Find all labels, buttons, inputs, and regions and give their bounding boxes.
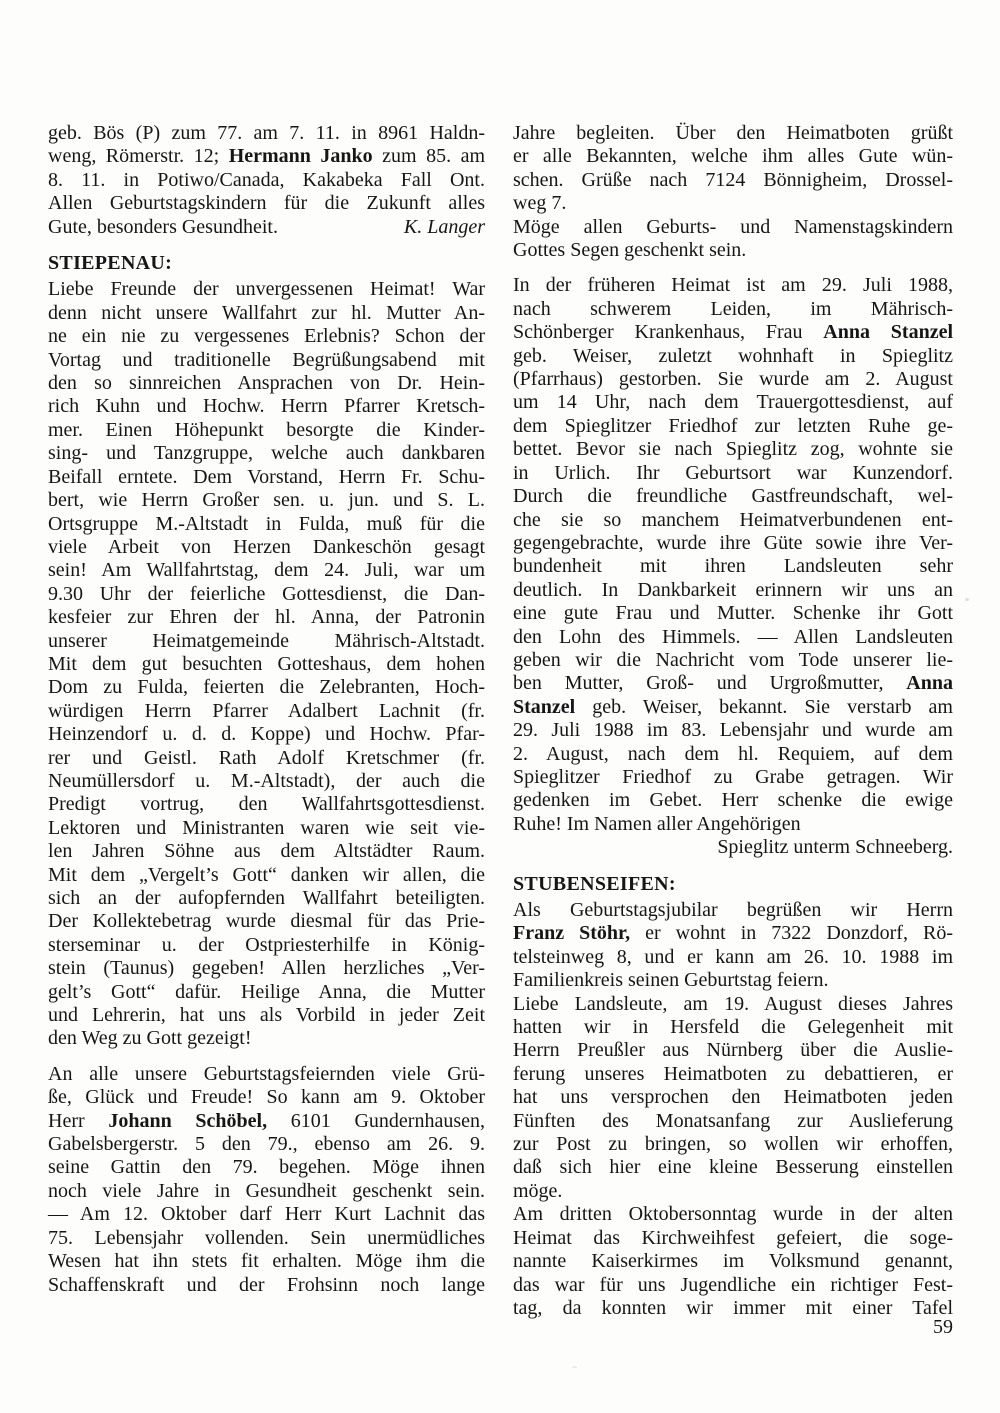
text-line: Möge allen Geburts- und Namenstagskindern [513,215,953,238]
text-line: Gabelsbergerstr. 5 den 79., ebenso am 26. 9. [48,1133,485,1156]
text-line: um 14 Uhr, nach dem Trauergottesdienst, auf [513,391,953,414]
text-line: das war für uns Jugendliche ein richtiger Fest- [513,1273,953,1296]
text-line: Beifall erntete. Dem Vorstand, Herrn Fr. Schu- [48,465,485,488]
text-line: gegengebrachte, wurde ihre Güte sowie ihre Ver- [513,531,953,554]
paragraph [48,1063,485,1297]
text-line: viele Arbeit von Herzen Dankeschön gesagt [48,535,485,558]
text-line: Ruhe! Im Namen aller Angehörigen [513,812,801,835]
text-line: Ortsgruppe M.-Altstadt in Fulda, muß für die [48,512,485,535]
text-line: Schönberger Krankenhaus, Frau Anna Stanzel [513,321,954,344]
text-line: er alle Bekannten, welche ihm alles Gute wün- [513,145,953,168]
text-line: Gottes Segen geschenkt sein. [513,239,747,262]
text-line: In der früheren Heimat ist am 29. Juli 1988, [513,274,953,297]
text-line: den Weg zu Gott gezeigt! [48,1027,252,1050]
text-line: gelt’s Gott“ dafür. Heilige Anna, die Mutter [48,980,485,1003]
text-line: sein! Am Wallfahrtstag, dem 24. Juli, war um [48,559,485,582]
text-line: 9.30 Uhr der feierliche Gottesdienst, die Dan- [48,582,485,605]
text-line: Liebe Freunde der unvergessenen Heimat! War [48,278,485,301]
text-line: rich Kuhn und Hochw. Herrn Pfarrer Kretsch- [48,395,485,418]
text-line: (Pfarrhaus) gestorben. Sie wurde am 2. August [513,368,953,391]
text-line: seine Gattin den 79. begehen. Möge ihnen [48,1156,485,1179]
text-line: Neumüllersdorf u. M.-Altstadt), der auch die [48,769,485,792]
line-right-text: K. Langer [403,215,485,238]
text-line: Familienkreis seinen Geburtstag feiern. [513,969,829,992]
text-line: Franz Stöhr, er wohnt in 7322 Donzdorf, Rö- [513,922,953,945]
text-line: nannte Kaiserkirmes im Volksmund genannt, [513,1250,953,1273]
text-line: bettet. Bevor sie nach Spieglitz zog, wohnte sie [513,438,953,461]
text-line: ferung unseres Heimatboten zu debattieren, er [513,1062,953,1085]
paragraph [513,122,953,262]
section-heading: STIEPENAU: [48,252,173,275]
text-line: noch viele Jahre in Gesundheit geschenkt sein. [48,1179,485,1202]
text-line: eine gute Frau und Mutter. Schenke ihr Gott [513,602,953,625]
text-line: Heinzendorf u. d. d. Koppe) und Hochw. Pfar- [48,723,485,746]
text-line: daß sich hier eine kleine Besserung einstellen [513,1156,953,1179]
text-line: Jahre begleiten. Über den Heimatboten grüßt [513,122,953,144]
text-line: weng, Römerstr. 12; Hermann Janko zum 85. am [48,145,485,168]
scan-speck [572,1366,577,1368]
column-left [48,122,485,1297]
text-line: geb. Weiser, zuletzt wohnhaft in Spieglitz [513,344,953,367]
text-line: den Lohn des Himmels. — Allen Landsleuten [513,625,953,648]
text-line: — Am 12. Oktober darf Herr Kurt Lachnit das [48,1203,485,1226]
text-line: tag, da konnten wir immer mit einer Tafel [513,1296,953,1319]
text-line: Fünften des Monatsanfang zur Auslieferung [513,1109,953,1132]
text-line: kesfeier zur Ehren der hl. Anna, der Patronin [48,606,485,629]
text-line: geb. Bös (P) zum 77. am 7. 11. in 8961 Haldn- [48,122,485,144]
text-line: len Jahren Söhne aus dem Altstädter Raum. [48,840,485,863]
text-line: gedenken im Gebet. Herr schenke die ewige [513,789,953,812]
text-line: dem Spieglitzer Friedhof zur letzten Ruhe ge- [513,414,953,437]
text-line: Als Geburtstagsjubilar begrüßen wir Herrn [513,899,953,921]
text-line: möge. [513,1179,563,1202]
text-line: Allen Geburtstagskindern für die Zukunft alles [48,192,485,215]
text-line: sing- und Tanzgruppe, welche auch dankbaren [48,442,485,465]
text-line: sterseminar u. der Ostpriesterhilfe in König- [48,933,485,956]
text-line: Spieglitzer Friedhof zu Grabe getragen. Wir [513,765,953,788]
text-line: Herr Johann Schöbel, 6101 Gundernhausen, [48,1109,485,1132]
text-line: Lektoren und Ministranten waren wie seit vie- [48,816,485,839]
text-line [48,216,485,239]
text-line: in Urlich. Ihr Geburtsort war Kunzendorf. [513,461,953,484]
text-line: Durch die freundliche Gastfreundschaft, wel- [513,485,953,508]
text-line: 75. Lebensjahr vollenden. Sein unermüdliches [48,1226,485,1249]
text-line: ße, Glück und Freude! So kann am 9. Oktober [48,1086,485,1109]
paragraph [513,274,953,859]
text-line: den so sinnreichen Ansprachen von Dr. Hein- [48,372,485,395]
text-line: mer. Einen Höhepunkt besorgte die Kinder- [48,418,485,441]
text-line: bert, wie Herrn Großer sen. u. jun. und S. L. [48,489,485,512]
scan-speck [965,598,969,601]
text-line: sich an der aufopfernden Wallfahrt beteiligten. [48,887,485,909]
paragraph [48,278,485,1050]
text-line: 8. 11. in Potiwo/Canada, Kakabeka Fall Ont. [48,168,485,191]
text-line: nach schwerem Leiden, im Mährisch- [513,297,953,320]
text-line: denn nicht unsere Wallfahrt zur hl. Mutter An- [48,301,485,324]
text-line: telsteinweg 8, und er kann am 26. 10. 1988 im [513,945,953,968]
text-line: An alle unsere Geburtstagsfeiernden viele Grü- [48,1062,485,1085]
text-line: Dom zu Fulda, feierten die Zelebranten, Hoch- [48,676,485,699]
text-line: unserer Heimatgemeinde Mährisch-Altstadt. [48,629,485,652]
text-line: weg 7. [513,192,567,215]
text-line: Wesen hat ihn stets fit erhalten. Möge ihm die [48,1250,485,1273]
text-line: che sie so manchem Heimatverbundenen ent- [513,508,953,531]
line-left-text: Gute, besonders Gesundheit. [48,215,278,238]
text-line: 2. August, nach dem hl. Requiem, auf dem [513,742,953,765]
text-line: zur Post zu bringen, so wollen wir erhoffen, [513,1133,953,1156]
text-line: stein (Taunus) gegeben! Allen herzliches „Ver- [48,957,485,980]
text-line: ben Mutter, Groß- und Urgroßmutter, Anna [513,672,953,695]
text-line: Heimat das Kirchweihfest gefeiert, die soge- [513,1226,953,1249]
text-line: 29. Juli 1988 im 83. Lebensjahr und wurde am [513,719,953,742]
text-line: hatten wir in Hersfeld die Gelegenheit mit [513,1016,953,1039]
text-line: schen. Grüße nach 7124 Bönnigheim, Drossel- [513,168,953,191]
text-line: ne ein nie zu vergessenes Erlebnis? Schon der [48,325,485,348]
text-line: Am dritten Oktobersonntag wurde in der alten [513,1203,953,1226]
text-line: hat uns versprochen den Heimatboten jeden [513,1086,953,1109]
text-line: Stanzel geb. Weiser, bekannt. Sie verstarb am [513,695,953,718]
text-line: Mit dem gut besuchten Gotteshaus, dem hohen [48,652,485,675]
text-line: und Lehrerin, hat uns als Vorbild in jeder Zeit [48,1004,485,1027]
section-heading: STUBENSEIFEN: [513,872,676,895]
text-line: Schaffenskraft und der Frohsinn noch lange [48,1273,485,1296]
text-line: Vortag und traditionelle Begrüßungsabend mit [48,348,485,371]
column-right [513,122,953,1320]
text-line: rer und Geistl. Rath Adolf Kretschmer (fr. [48,746,485,769]
paragraph [48,122,485,239]
text-line: deutlich. In Dankbarkeit erinnern wir uns an [513,578,953,601]
text-line: Predigt vortrug, den Wallfahrtsgottesdienst. [48,793,485,816]
text-line: Herrn Preußler aus Nürnberg über die Auslie- [513,1039,953,1062]
text-line: Der Kollektebetrag wurde diesmal für das Prie- [48,910,485,933]
text-line: würdigen Herrn Pfarrer Adalbert Lachnit (fr. [48,699,485,722]
text-line: Mit dem „Vergelt’s Gott“ danken wir allen, die [48,863,485,886]
text-line: Spieglitz unterm Schneeberg. [717,836,953,859]
page-number: 59 [933,1316,953,1338]
text-line: Liebe Landsleute, am 19. August dieses Jahres [513,992,953,1015]
text-line: geben wir die Nachricht vom Tode unserer lie- [513,648,953,671]
text-line: bundenheit mit ihren Landsleuten sehr [513,555,953,578]
paragraph [513,899,953,1320]
